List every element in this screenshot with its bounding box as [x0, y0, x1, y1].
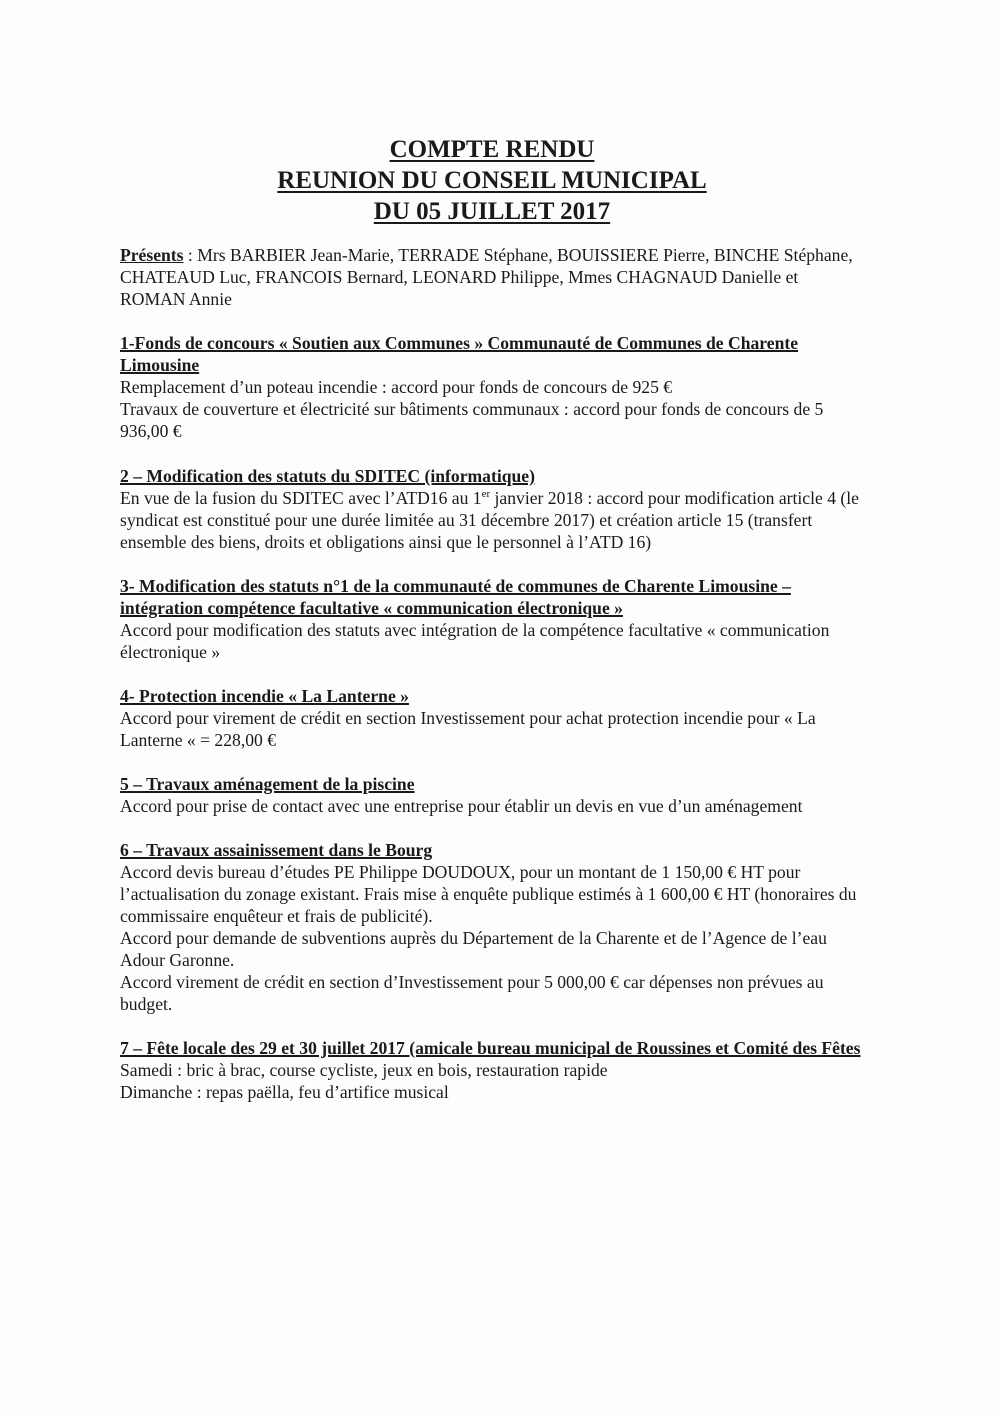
section-2	[120, 465, 865, 553]
section-heading: 6 – Travaux assainissement dans le Bourg	[120, 840, 433, 860]
section-text-part: En vue de la fusion du SDITEC avec l’ATD16 au 1	[120, 488, 482, 508]
section-3	[120, 575, 865, 663]
section-line: Accord pour prise de contact avec une entreprise pour établir un devis en vue d’un aménagement	[120, 796, 803, 816]
section-4	[120, 685, 865, 751]
section-text-part: janvier 2018 : accord pour modification article 4 (le syndicat est constitué pour une durée limitée au 31 décembre 2017) et création article 15 (transfert ensemble des biens, droits et obligations ainsi que le personnel à l’ATD 16)	[120, 488, 859, 552]
title-line-3: DU 05 JUILLET 2017	[373, 198, 611, 225]
section-line: Accord devis bureau d’études PE Philippe DOUDOUX, pour un montant de 1 150,00 € HT pour l’actualisation du zonage existant. Frais mise à enquête publique estimés à 1 600,00 € HT (honoraires du commissaire enquêteur et frais de publicité).	[120, 862, 857, 926]
section-heading: 4- Protection incendie « La Lanterne »	[120, 686, 409, 706]
section-heading: 3- Modification des statuts n°1 de la communauté de communes de Charente Limousine – intégration compétence facultative « communication électronique »	[120, 576, 791, 618]
section-heading: 2 – Modification des statuts du SDITEC (informatique)	[120, 466, 535, 486]
section-line: Accord pour virement de crédit en section Investissement pour achat protection incendie pour « La Lanterne « = 228,00 €	[120, 708, 816, 750]
section-line: Dimanche : repas paëlla, feu d’artifice musical	[120, 1082, 449, 1102]
section-line: Accord pour modification des statuts avec intégration de la compétence facultative « communication électronique »	[120, 620, 830, 662]
document-title	[0, 134, 984, 227]
section-text	[120, 487, 865, 553]
section-line: Accord pour demande de subventions auprès du Département de la Charente et de l’Agence de l’eau Adour Garonne.	[120, 928, 827, 970]
section-7	[120, 1037, 865, 1103]
section-line: Travaux de couverture et électricité sur bâtiments communaux : accord pour fonds de concours de 5 936,00 €	[120, 399, 824, 441]
attendees-text: : Mrs BARBIER Jean-Marie, TERRADE Stéphane, BOUISSIERE Pierre, BINCHE Stéphane, CHATEAUD Luc, FRANCOIS Bernard, LEONARD Philippe, Mmes CHAGNAUD Danielle et ROMAN Annie	[120, 245, 853, 309]
section-line: Samedi : bric à brac, course cycliste, jeux en bois, restauration rapide	[120, 1060, 608, 1080]
title-line-2: REUNION DU CONSEIL MUNICIPAL	[277, 167, 707, 194]
document-body	[120, 244, 865, 1103]
attendees-paragraph	[120, 244, 865, 310]
section-6	[120, 839, 865, 1015]
section-heading: 5 – Travaux aménagement de la piscine	[120, 774, 415, 794]
section-heading: 1-Fonds de concours « Soutien aux Communes » Communauté de Communes de Charente Limousine	[120, 333, 799, 375]
title-line-1: COMPTE RENDU	[389, 136, 595, 163]
superscript: er	[481, 488, 491, 501]
section-heading: 7 – Fête locale des 29 et 30 juillet 2017 (amicale bureau municipal de Roussines et Comité des Fêtes	[120, 1038, 861, 1058]
section-line: Accord virement de crédit en section d’Investissement pour 5 000,00 € car dépenses non prévues au budget.	[120, 972, 824, 1014]
attendees-label: Présents	[120, 245, 184, 265]
section-line: Remplacement d’un poteau incendie : accord pour fonds de concours de 925 €	[120, 377, 673, 397]
section-5	[120, 773, 865, 817]
section-1	[120, 332, 865, 442]
